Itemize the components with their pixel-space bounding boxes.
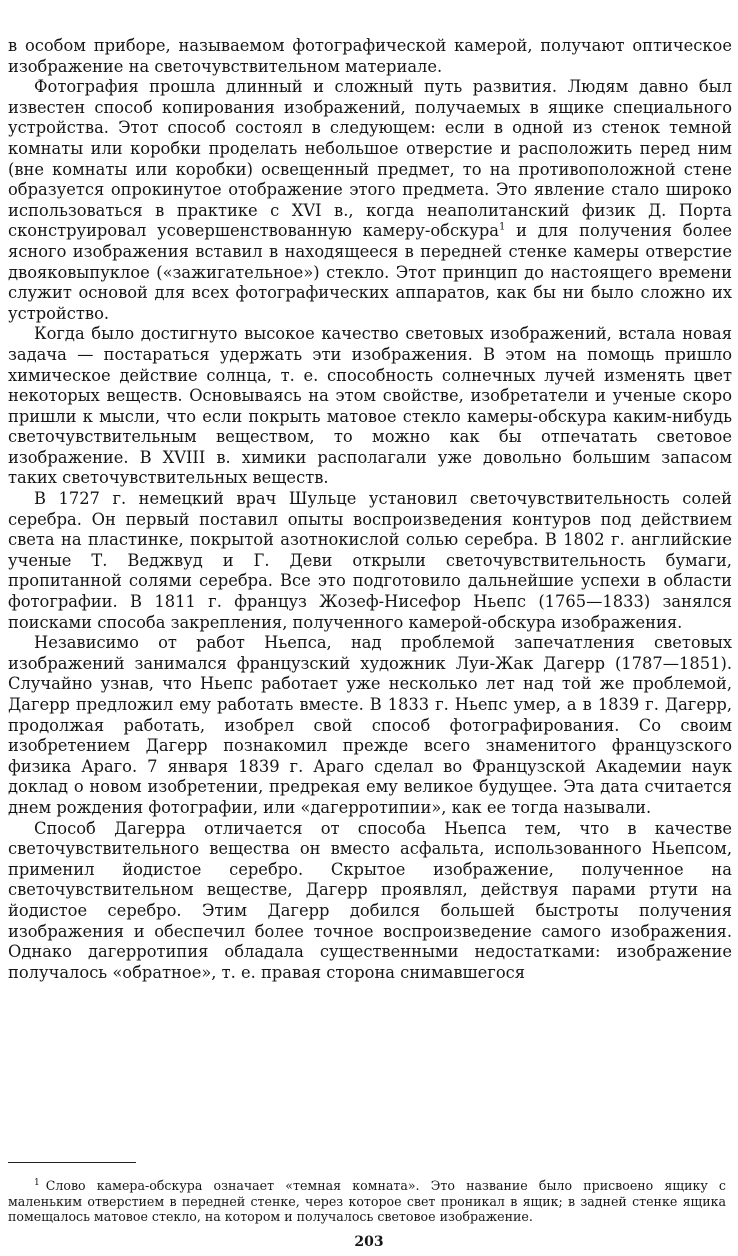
paragraph-2 (8, 77, 732, 324)
paragraph-1: в особом приборе, называемом фотографической камерой, получают оптическое изображение на светочувствительном материале. (8, 36, 732, 76)
paragraph-2-tail: и для получения более ясного изображения вставил в находящееся в передней стенке камеры отверстие двояковыпуклое («зажигательное») стекло. Этот принцип до настоящего времени служит основой для всех фотографических аппаратов, как бы ни было сложно их устройство. (8, 221, 733, 323)
paragraph-6: Способ Дагерра отличается от способа Ньепса тем, что в качестве светочувствительного вещества он вместо асфальта, использованного Ньепсом, применил йодистое серебро. Скрытое изображение, полученное на светочувствительном веществе, Дагерр проявлял, действуя парами ртути на йодистое серебро. Этим Дагерр добился большей быстроты получения изображения и обеспечил более точное воспроизведение самого изображения. Однако дагерротипия обладала существенными недостатками: изображение получалось «обратное», т. е. правая сторона снимавшегося (8, 818, 732, 982)
paragraph-4: В 1727 г. немецкий врач Шульце установил светочувствительность солей серебра. Он первый поставил опыты воспроизведения контуров под действием света на пластинке, покрытой азотнокислой солью серебра. В 1802 г. английские ученые Т. Веджвуд и Г. Деви открыли светочувствительность бумаги, пропитанной солями серебра. Все это подготовило дальнейшие успехи в области фотографии. В 1811 г. француз Жозеф-Нисефор Ньепс (1765—1833) занялся поисками способа закрепления, полученного камерой-обскура изображения. (8, 489, 732, 632)
page-number: 203 (354, 1234, 384, 1250)
page-body (8, 36, 732, 983)
paragraph-2-text: Фотография прошла длинный и сложный путь развития. Людям давно был известен способ копирования изображений, получаемых в ящике специального устройства. Этот способ состоял в следующем: если в одной из стенок темной комнаты или коробки проделать небольшое отверстие и расположить перед ним (вне комнаты или коробки) освещенный предмет, то на противоположной стене образуется опрокинутое отображение этого предмета. Это явление стало широко использоваться в практике с XVI в., когда неаполитанский физик Д. Порта сконструировал усовершенствованную камеру-обскура (8, 77, 732, 241)
footnote-text: Слово камера-обскура означает «темная комната». Это название было присвоено ящику с маленьким отверстием в передней стенке, через которое свет проникал в ящик; в задней стенке ящика помещалось матовое стекло, на котором и получалось световое изображение. (8, 1178, 726, 1225)
footnote-reference: 1 (498, 221, 506, 233)
footnote (8, 1178, 726, 1225)
paragraph-5: Независимо от работ Ньепса, над проблемой запечатления световых изображений занимался французский художник Луи-Жак Дагерр (1787—1851). Случайно узнав, что Ньепс работает уже несколько лет над той же проблемой, Дагерр предложил ему работать вместе. В 1833 г. Ньепс умер, а в 1839 г. Дагерр, продолжая работать, изобрел свой способ фотографирования. Со своим изобретением Дагерр познакомил прежде всего знаменитого французского физика Араго. 7 января 1839 г. Араго сделал во Французской Академии наук доклад о новом изобретении, предрекая ему великое будущее. Эта дата считается днем рождения фотографии, или «дагерротипии», как ее тогда называли. (8, 633, 732, 817)
paragraph-3: Когда было достигнуто высокое качество световых изображений, встала новая задача — постараться удержать эти изображения. В этом на помощь пришло химическое действие солнца, т. е. способность солнечных лучей изменять цвет некоторых веществ. Основываясь на этом свойстве, изобретатели и ученые скоро пришли к мысли, что если покрыть матовое стекло камеры-обскура каким-нибудь светочувствительным веществом, то можно как бы отпечатать световое изображение. В XVIII в. химики располагали уже довольно большим запасом таких светочувствительных веществ. (8, 324, 732, 488)
footnote-marker: 1 (34, 1177, 40, 1188)
footnote-divider (8, 1162, 136, 1163)
